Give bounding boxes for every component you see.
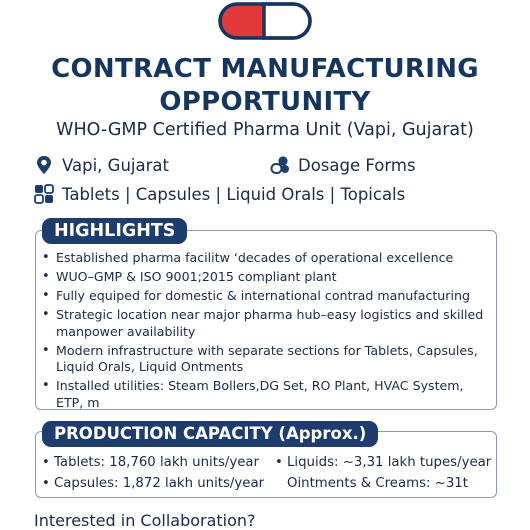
page-title-line-2: OPPORTUNITY: [159, 87, 371, 117]
list-item: • Strategic location near major pharma hub–easy logistics and skilled manpower availability: [42, 307, 490, 340]
dosage-forms-list: Tablets | Capsules | Liquid Orals | Topicals: [62, 184, 406, 204]
liquids-capacity: • Liquids: ~3,31 lakh tupes/year: [275, 455, 492, 470]
list-item: • Fully equiped for domestic & international contrad manufacturing: [42, 288, 490, 305]
highlights-list: [42, 250, 490, 414]
list-item: • WUO–GMP & ISO 9001;2015 compliant plant: [42, 269, 490, 286]
highlights-heading: HIGHLIGHTS: [42, 218, 187, 244]
map-pin-icon: [34, 155, 54, 175]
capsule-logo-icon: [0, 0, 530, 45]
capsules-capacity: • Capsules: 1,872 lakh units/year: [42, 476, 265, 491]
collaboration-cta: Interested in Collaboration?: [34, 511, 256, 530]
page-title-line-1: CONTRACT MANUFACTURING: [51, 54, 479, 84]
ointments-capacity-text: Ointments & Creams: ~31t: [287, 476, 468, 491]
capsules-capacity-text: Capsules: 1,872 lakh units/year: [54, 476, 265, 491]
list-item: • Modern infrastructure with separate sections for Tablets, Capsules, Liquid Orals, Liquid Ontments: [42, 343, 490, 376]
location-text: Vapi, Gujarat: [62, 155, 169, 175]
ointments-capacity: [275, 476, 468, 491]
list-item: • Installed utilities: Steam Bollers,DG Set, RO Plant, HVAC System, ETP, m: [42, 378, 490, 411]
tablets-capacity: • Tablets: 18,760 lakh units/year: [42, 455, 260, 470]
dosage-forms-row: [270, 155, 416, 175]
page-subtitle: WHO-GMP Certified Pharma Unit (Vapi, Gujarat): [56, 120, 474, 140]
production-capacity-heading: PRODUCTION CAPACITY (Approx.): [42, 421, 378, 447]
location-row: [34, 155, 169, 175]
grid-squares-icon: [34, 184, 54, 204]
dosage-forms-label: Dosage Forms: [298, 155, 416, 175]
list-item: • Established pharma facilitw ‘decades of operational excellence: [42, 250, 490, 267]
dosage-forms-list-row: [34, 184, 405, 204]
tablets-capacity-text: Tablets: 18,760 lakh units/year: [54, 455, 260, 470]
liquids-capacity-text: Liquids: ~3,31 lakh tupes/year: [287, 455, 492, 470]
pills-icon: [270, 155, 290, 175]
